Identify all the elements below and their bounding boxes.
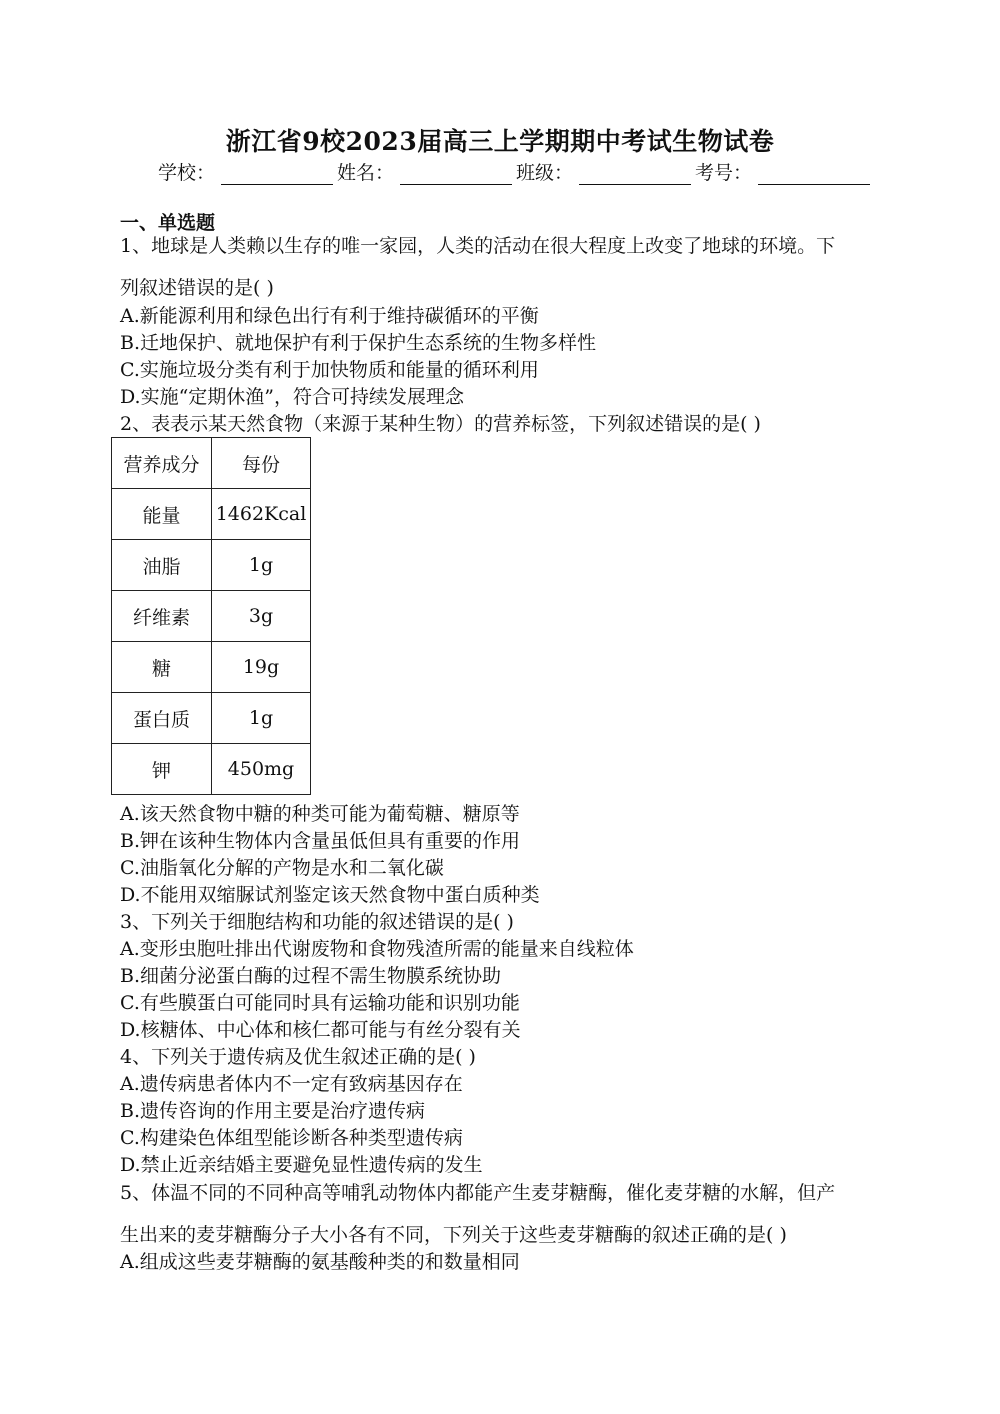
question-1-stem-line2: 列叙述错误的是( ) <box>120 277 274 299</box>
question-5-stem-line2: 生出来的麦芽糖酶分子大小各有不同，下列关于这些麦芽糖酶的叙述正确的是( ) <box>120 1224 787 1246</box>
number-label: 考号： <box>695 162 753 184</box>
school-label: 学校： <box>158 162 216 184</box>
table-row <box>112 489 311 540</box>
question-4-option-d: D.禁止近亲结婚主要避免显性遗传病的发生 <box>120 1154 483 1176</box>
table-cell: 钾 <box>112 744 212 795</box>
table-cell: 能量 <box>112 489 212 540</box>
section-heading: 一、单选题 <box>120 212 216 234</box>
question-1-option-d: D.实施“定期休渔”，符合可持续发展理念 <box>120 386 465 408</box>
table-header-cell: 营养成分 <box>112 438 212 489</box>
table-cell: 19g <box>212 642 311 693</box>
table-cell: 糖 <box>112 642 212 693</box>
class-blank <box>579 162 691 185</box>
question-1-stem-line1: 1、地球是人类赖以生存的唯一家园，人类的活动在很大程度上改变了地球的环境。下 <box>120 235 836 257</box>
question-3-option-d: D.核糖体、中心体和核仁都可能与有丝分裂有关 <box>120 1019 521 1041</box>
question-5-option-a: A.组成这些麦芽糖酶的氨基酸种类的和数量相同 <box>120 1251 520 1273</box>
question-2-option-b: B.钾在该种生物体内含量虽低但具有重要的作用 <box>120 830 521 852</box>
table-cell: 油脂 <box>112 540 212 591</box>
table-cell: 450mg <box>212 744 311 795</box>
number-blank <box>758 162 870 185</box>
question-4-option-c: C.构建染色体组型能诊断各种类型遗传病 <box>120 1127 463 1149</box>
table-cell: 纤维素 <box>112 591 212 642</box>
nutrition-table <box>111 437 311 795</box>
table-cell: 1g <box>212 540 311 591</box>
table-cell: 1462Kcal <box>212 489 311 540</box>
table-row <box>112 744 311 795</box>
question-2-stem: 2、表表示某天然食物（来源于某种生物）的营养标签，下列叙述错误的是( ) <box>120 413 761 435</box>
table-cell: 蛋白质 <box>112 693 212 744</box>
student-info-row <box>158 158 874 185</box>
question-4-option-b: B.遗传咨询的作用主要是治疗遗传病 <box>120 1100 426 1122</box>
question-3-stem: 3、下列关于细胞结构和功能的叙述错误的是( ) <box>120 911 514 933</box>
question-3-option-c: C.有些膜蛋白可能同时具有运输功能和识别功能 <box>120 992 520 1014</box>
question-2-option-c: C.油脂氧化分解的产物是水和二氧化碳 <box>120 857 444 879</box>
school-blank <box>221 162 333 185</box>
table-row <box>112 540 311 591</box>
question-3-option-b: B.细菌分泌蛋白酶的过程不需生物膜系统协助 <box>120 965 502 987</box>
table-header-row <box>112 438 311 489</box>
question-2-option-a: A.该天然食物中糖的种类可能为葡萄糖、糖原等 <box>120 803 520 825</box>
question-1-option-a: A.新能源利用和绿色出行有利于维持碳循环的平衡 <box>120 305 539 327</box>
table-cell: 3g <box>212 591 311 642</box>
question-2-option-d: D.不能用双缩脲试剂鉴定该天然食物中蛋白质种类 <box>120 884 540 906</box>
table-header-cell: 每份 <box>212 438 311 489</box>
question-1-option-b: B.迁地保护、就地保护有利于保护生态系统的生物多样性 <box>120 332 597 354</box>
question-4-stem: 4、下列关于遗传病及优生叙述正确的是( ) <box>120 1046 476 1068</box>
question-3-option-a: A.变形虫胞吐排出代谢废物和食物残渣所需的能量来自线粒体 <box>120 938 634 960</box>
question-5-stem-line1: 5、体温不同的不同种高等哺乳动物体内都能产生麦芽糖酶，催化麦芽糖的水解，但产 <box>120 1182 836 1204</box>
table-row <box>112 591 311 642</box>
question-1-option-c: C.实施垃圾分类有利于加快物质和能量的循环利用 <box>120 359 539 381</box>
page-title: 浙江省9校2023届高三上学期期中考试生物试卷 <box>225 127 775 156</box>
table-row <box>112 642 311 693</box>
name-blank <box>400 162 512 185</box>
name-label: 姓名： <box>337 162 395 184</box>
question-4-option-a: A.遗传病患者体内不一定有致病基因存在 <box>120 1073 463 1095</box>
class-label: 班级： <box>516 162 574 184</box>
table-row <box>112 693 311 744</box>
table-cell: 1g <box>212 693 311 744</box>
